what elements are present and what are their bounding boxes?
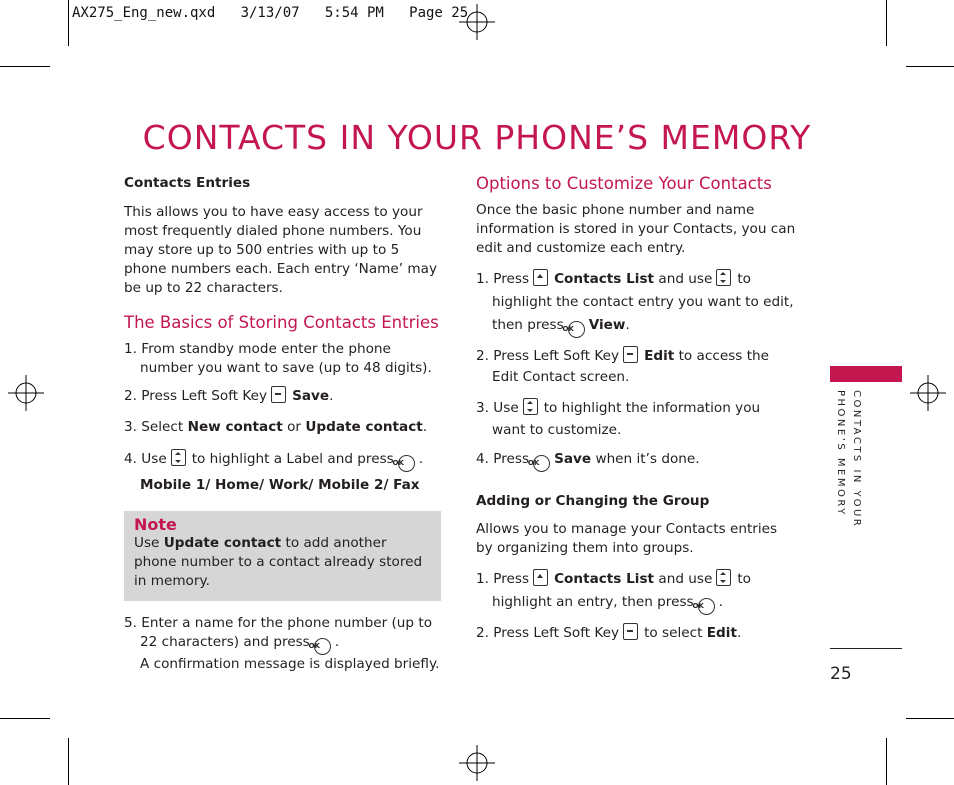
step-1: 1. From standby mode enter the phone number you want to save (up to 48 digits).	[124, 341, 432, 376]
label-options: Mobile 1/ Home/ Work/ Mobile 2/ Fax	[140, 477, 420, 493]
nav-key-icon	[716, 569, 731, 586]
section-heading: Contacts Entries	[124, 175, 251, 191]
registration-mark-icon	[8, 375, 44, 411]
crop-mark	[906, 718, 954, 719]
section-tab-line-2: PHONE’S MEMORY	[835, 390, 846, 517]
section-subheading: The Basics of Storing Contacts Entries	[124, 313, 439, 332]
ok-key-icon: OK	[314, 638, 331, 655]
crop-mark	[886, 0, 887, 46]
registration-mark-icon	[910, 375, 946, 411]
intro-paragraph: This allows you to have easy access to your most frequently dialed phone numbers. You may store up to 500 entries with up to 5 phone numbers each. Each entry ‘Name’ may be up to 22 characters.	[124, 204, 438, 296]
menu-key-icon	[533, 269, 548, 286]
ok-key-icon: OK	[533, 455, 550, 472]
ok-key-icon: OK	[568, 321, 585, 338]
crop-mark	[886, 738, 887, 785]
page-number: 25	[830, 664, 852, 684]
ok-key-icon: OK	[698, 598, 715, 615]
crop-mark	[906, 66, 954, 67]
group-step-1: 1. Press Contacts List and use to highlight an entry, then pressOK .	[476, 568, 796, 615]
section-tab-bar	[830, 366, 902, 382]
nav-key-icon	[171, 449, 186, 466]
step-2: 2. Press Left Soft Key Save.	[124, 388, 334, 404]
step-5: 5. Enter a name for the phone number (up to 22 characters) and pressOK .	[124, 614, 444, 655]
option-step-2: 2. Press Left Soft Key Edit to access the Edit Contact screen.	[476, 348, 769, 385]
section-tab-label	[830, 390, 866, 530]
page-number-rule	[830, 648, 902, 649]
registration-mark-icon	[459, 745, 495, 781]
option-step-1: 1. Press Contacts List and use to highlight the contact entry you want to edit, then pressOK View.	[476, 268, 796, 338]
intro-paragraph: Once the basic phone number and name information is stored in your Contacts, you can edit and customize each entry.	[476, 202, 796, 256]
crop-mark	[68, 738, 69, 785]
registration-mark-icon	[459, 4, 495, 40]
crop-mark	[0, 718, 50, 719]
step-4: 4. Use to highlight a Label and pressOK .	[124, 449, 444, 472]
step-5-note: A confirmation message is displayed briefly.	[140, 656, 440, 672]
section-subheading: Options to Customize Your Contacts	[476, 174, 772, 193]
menu-key-icon	[533, 569, 548, 586]
crop-mark	[0, 66, 50, 67]
note-box	[124, 511, 441, 601]
step-3: 3. Select New contact or Update contact.	[124, 419, 428, 435]
left-column	[124, 174, 444, 674]
left-soft-key-icon	[271, 386, 286, 403]
right-column	[476, 174, 796, 643]
note-title: Note	[134, 515, 177, 534]
section-heading: Adding or Changing the Group	[476, 493, 710, 509]
section-tab-line-1: CONTACTS IN YOUR	[851, 390, 862, 529]
note-text: Use Update contact to add another phone number to a contact already stored in memory.	[134, 535, 423, 589]
left-soft-key-icon	[623, 346, 638, 363]
print-slug: AX275_Eng_new.qxd 3/13/07 5:54 PM Page 25	[72, 5, 469, 21]
left-soft-key-icon	[623, 623, 638, 640]
crop-mark	[68, 0, 69, 46]
ok-key-icon: OK	[398, 455, 415, 472]
option-step-4: 4. PressOK Save when it’s done.	[476, 450, 796, 472]
nav-key-icon	[716, 269, 731, 286]
group-intro: Allows you to manage your Contacts entries by organizing them into groups.	[476, 521, 778, 556]
option-step-3: 3. Use to highlight the information you want to customize.	[476, 400, 761, 438]
nav-key-icon	[523, 398, 538, 415]
page-title: CONTACTS IN YOUR PHONE’S MEMORY	[142, 118, 812, 158]
group-step-2: 2. Press Left Soft Key to select Edit.	[476, 625, 742, 641]
